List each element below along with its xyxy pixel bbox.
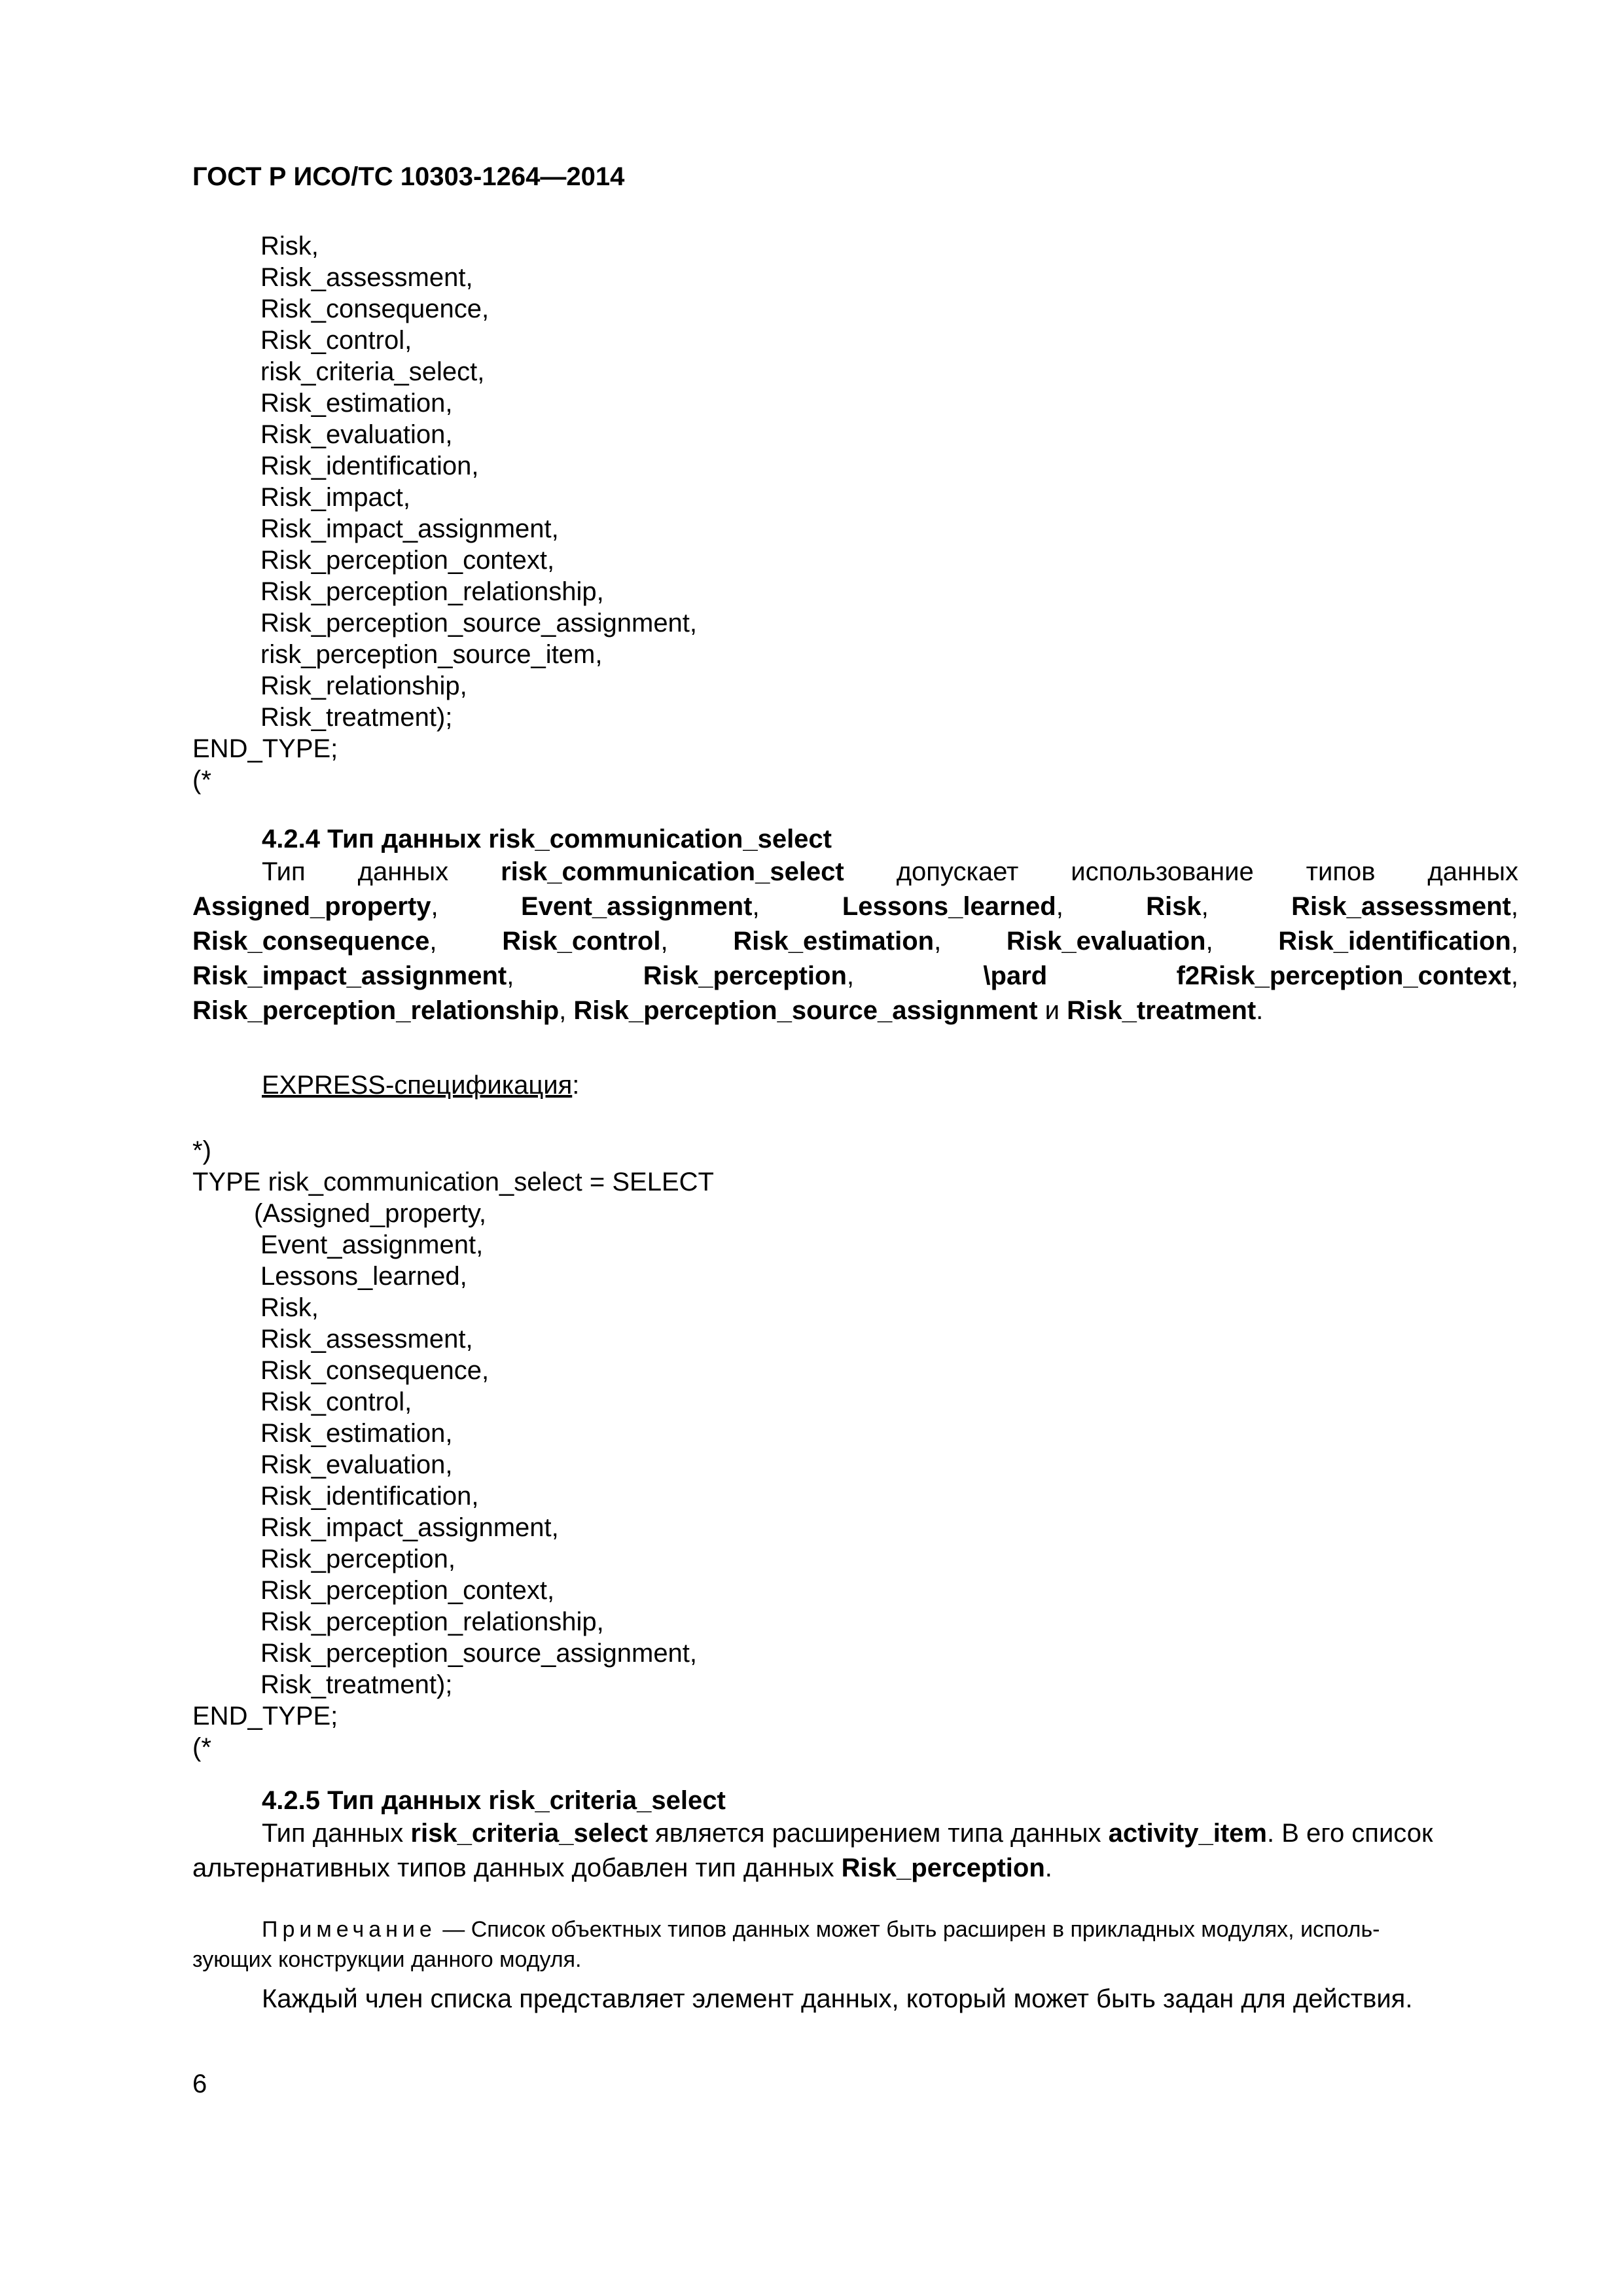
closing-paragraph: Каждый член списка представляет элемент данных, который может быть задан для действия. [262, 1984, 1413, 2013]
code-line: Risk_control, [260, 326, 412, 355]
text: . В его список [1266, 1819, 1433, 1848]
paragraph-line-3 [192, 924, 1518, 959]
code-line: Risk_perception_context, [260, 546, 555, 575]
code-line: Event_assignment, [260, 1230, 484, 1259]
code-line: Risk, [260, 232, 319, 260]
word: Тип [262, 857, 306, 886]
paragraph-line-5 [192, 994, 1518, 1028]
code-line: Risk_perception_source_assignment, [260, 609, 698, 637]
code-line: (Assigned_property, [254, 1199, 486, 1228]
code-line: Risk_consequence, [260, 1356, 490, 1385]
code-line: risk_criteria_select, [260, 357, 485, 386]
word: данных [1427, 857, 1518, 886]
code-line: Risk_consequence, [260, 295, 490, 323]
code-line: Risk_perception_source_assignment, [260, 1639, 698, 1668]
type-name: risk_criteria_select [410, 1819, 648, 1848]
word: Risk_identification, [1278, 927, 1518, 956]
code-comment-close: *) [192, 1136, 211, 1165]
separator: , [559, 996, 574, 1025]
code-line: Risk, [260, 1293, 319, 1322]
code-line: Risk_impact_assignment, [260, 1513, 559, 1542]
word: допускает [896, 857, 1019, 886]
code-line: Risk_identification, [260, 452, 479, 480]
type-name: Risk_treatment [1067, 996, 1257, 1025]
code-line: Risk_perception, [260, 1545, 455, 1573]
word: Assigned_property, [192, 892, 438, 921]
note-block [192, 1914, 1518, 1975]
code-line: Risk_treatment); [260, 1670, 453, 1699]
type-name: Risk_perception_relationship [192, 996, 560, 1025]
word: Risk_assessment, [1291, 892, 1518, 921]
code-line: Risk_impact, [260, 483, 410, 512]
note-line-1 [192, 1914, 1518, 1945]
type-name: activity_item [1108, 1819, 1267, 1848]
code-line: Risk_estimation, [260, 1419, 453, 1448]
code-comment-open: (* [192, 1733, 211, 1762]
word: Risk_evaluation, [1006, 927, 1213, 956]
express-code-block-1 [192, 230, 697, 796]
paragraph-line-1 [192, 855, 1518, 889]
code-line: Risk_perception_relationship, [260, 577, 604, 606]
page-number: 6 [192, 2070, 207, 2098]
code-line: Risk_relationship, [260, 672, 467, 700]
word: Risk_estimation, [733, 927, 942, 956]
code-line: Risk_identification, [260, 1482, 479, 1511]
paragraph-line-2 [192, 1851, 1518, 1886]
period: . [1044, 1854, 1052, 1882]
note-text: Список объектных типов данных может быть расширен в прикладных модулях, исполь- [471, 1917, 1380, 1942]
document-header: ГОСТ Р ИСО/ТС 10303-1264—2014 [192, 162, 625, 191]
section-heading-4-2-5: 4.2.5 Тип данных risk_criteria_select [262, 1786, 726, 1815]
code-end-type: END_TYPE; [192, 734, 338, 763]
colon: : [572, 1071, 580, 1100]
note-label: Примечание [262, 1917, 437, 1942]
period: . [1256, 996, 1264, 1025]
word: Risk_perception, [643, 961, 855, 990]
code-line: Risk_treatment); [260, 703, 453, 732]
note-dash: — [436, 1917, 471, 1942]
type-name: Risk_perception [841, 1854, 1045, 1882]
code-type-line: TYPE risk_communication_select = SELECT [192, 1168, 714, 1196]
code-line: Risk_estimation, [260, 389, 453, 418]
code-line: Lessons_learned, [260, 1262, 467, 1291]
text: альтернативных типов данных добавлен тип данных [192, 1854, 842, 1882]
word: Risk_consequence, [192, 927, 437, 956]
word: данных [357, 857, 449, 886]
note-line-2: зующих конструкции данного модуля. [192, 1947, 582, 1972]
code-line: Risk_evaluation, [260, 420, 453, 449]
paragraph-line-4 [192, 959, 1518, 994]
word: использование [1071, 857, 1254, 886]
text-run [262, 1816, 1433, 1851]
code-comment-open: (* [192, 766, 211, 795]
code-line: Risk_assessment, [260, 263, 473, 292]
code-line: Risk_perception_context, [260, 1576, 555, 1605]
section-4-2-4-paragraph [192, 855, 1518, 1028]
section-heading-4-2-4: 4.2.4 Тип данных risk_communication_select [262, 825, 832, 853]
code-end-type: END_TYPE; [192, 1702, 338, 1731]
express-spec-label [262, 1069, 579, 1101]
express-code-block-2 [192, 1135, 714, 1763]
word: Event_assignment, [520, 892, 760, 921]
word: Lessons_learned, [842, 892, 1063, 921]
word: Risk, [1146, 892, 1209, 921]
word: Risk_impact_assignment, [192, 961, 514, 990]
text: является расширением типа данных [647, 1819, 1109, 1848]
code-line: Risk_control, [260, 1388, 412, 1416]
code-line: Risk_perception_relationship, [260, 1607, 604, 1636]
code-line: Risk_assessment, [260, 1325, 473, 1354]
word: типов [1306, 857, 1376, 886]
code-line: risk_perception_source_item, [260, 640, 603, 669]
paragraph-line-1 [192, 1816, 1518, 1851]
code-line: Risk_impact_assignment, [260, 514, 559, 543]
express-spec-link: EXPRESS-спецификация [262, 1071, 573, 1100]
text: Тип данных [262, 1819, 411, 1848]
section-4-2-5-paragraph [192, 1816, 1518, 1886]
word: f2Risk_perception_context, [1176, 961, 1518, 990]
paragraph-line-2 [192, 889, 1518, 924]
code-line: Risk_evaluation, [260, 1450, 453, 1479]
word: risk_communication_select [501, 857, 844, 886]
conjunction: и [1037, 996, 1067, 1025]
word: \pard [983, 961, 1048, 990]
type-name: Risk_perception_source_assignment [573, 996, 1038, 1025]
word: Risk_control, [502, 927, 668, 956]
